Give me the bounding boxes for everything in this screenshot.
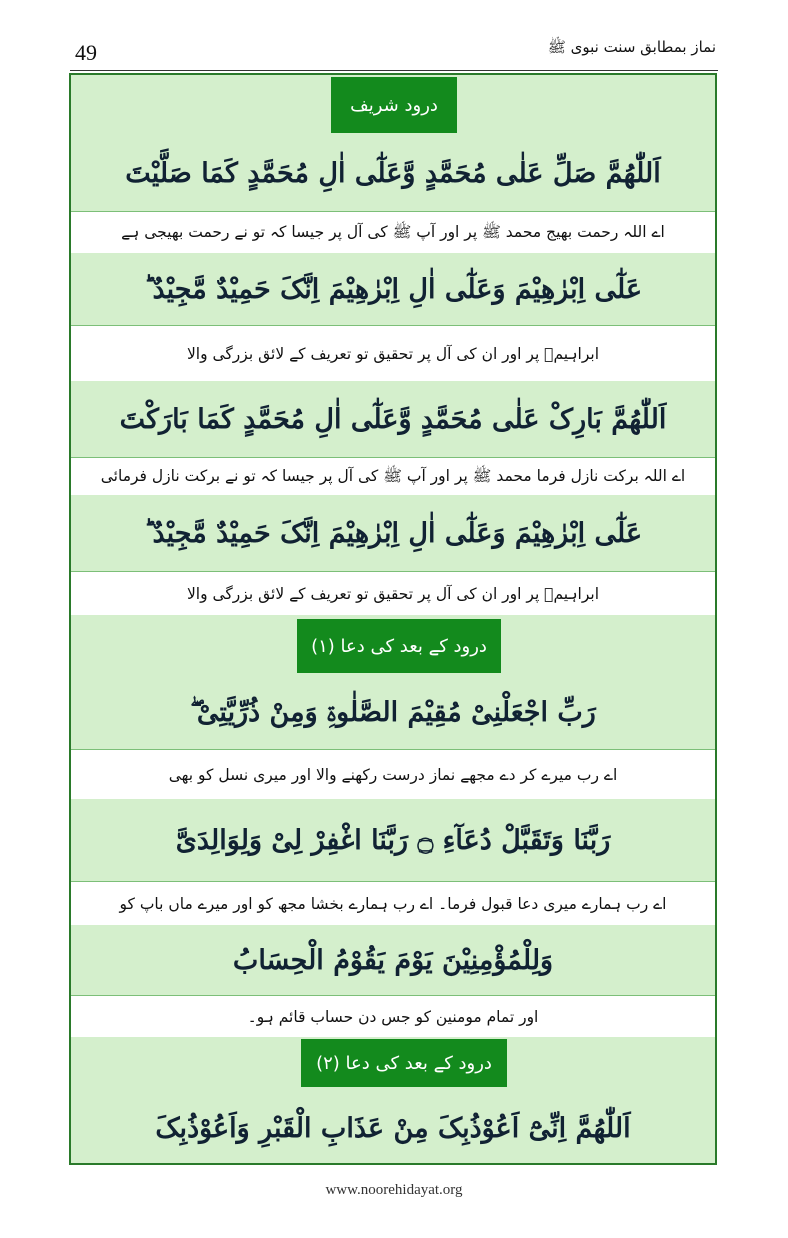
arabic-line-3: اَللّٰھُمَّ بَارِکْ عَلٰی مُحَمَّدٍ وَّعَلٰٓی اٰلِ مُحَمَّدٍ کَمَا بَارَکْتَ bbox=[71, 381, 715, 457]
arabic-line-7: وَلِلْمُؤْمِنِیْنَ یَوْمَ یَقُوْمُ الْحِسَابُ bbox=[71, 925, 715, 995]
arabic-line-1: اَللّٰھُمَّ صَلِّ عَلٰی مُحَمَّدٍ وَّعَلٰٓی اٰلِ مُحَمَّدٍ کَمَا صَلَّیْتَ bbox=[71, 135, 715, 211]
urdu-line-6: اے رب ہمارے میری دعا قبول فرما۔ اے رب ہمارے بخشا مجھ کو اور میرے ماں باپ کو bbox=[71, 881, 715, 927]
urdu-line-3: اے اللہ برکت نازل فرما محمد ﷺ پر اور آپ ﷺ کی آل پر جیسا کہ تو نے برکت نازل فرمائی bbox=[71, 457, 715, 497]
heading-dua-1: درود کے بعد کی دعا (۱) bbox=[297, 619, 501, 673]
arabic-line-8: اَللّٰھُمَّ اِنِّیْٓ اَعُوْذُبِکَ مِنْ عَذَابِ الْقَبْرِ وَاَعُوْذُبِکَ bbox=[71, 1089, 715, 1165]
running-title: نماز بمطابق سنت نبوی ﷺ bbox=[547, 38, 716, 56]
arabic-line-4: عَلٰٓی اِبْرٰھِیْمَ وَعَلٰٓی اٰلِ اِبْرٰھِیْمَ اِنَّکَ حَمِیْدٌ مَّجِیْدٌ ؕ bbox=[71, 495, 715, 571]
urdu-line-7: اور تمام مومنین کو جس دن حساب قائم ہو۔ bbox=[71, 995, 715, 1039]
heading-durood-sharif: درود شریف bbox=[331, 77, 457, 133]
urdu-line-2: ابراہیمؑ پر اور ان کی آل پر تحقیق تو تعریف کے لائق بزرگی والا bbox=[71, 325, 715, 383]
footer-website[interactable]: www.noorehidayat.org bbox=[325, 1182, 463, 1198]
header-rule bbox=[70, 70, 718, 71]
arabic-line-5: رَبِّ اجْعَلْنِیْ مُقِیْمَ الصَّلٰوۃِ وَمِنْ ذُرِّیَّتِیْ ۖ bbox=[71, 677, 715, 749]
arabic-line-2: عَلٰٓی اِبْرٰھِیْمَ وَعَلٰٓی اٰلِ اِبْرٰھِیْمَ اِنَّکَ حَمِیْدٌ مَّجِیْدٌ ؕ bbox=[71, 253, 715, 325]
heading-dua-2: درود کے بعد کی دعا (۲) bbox=[301, 1039, 507, 1087]
urdu-line-4: ابراہیمؑ پر اور ان کی آل پر تحقیق تو تعریف کے لائق بزرگی والا bbox=[71, 571, 715, 617]
content-frame bbox=[69, 73, 717, 1165]
urdu-line-5: اے رب میرے کر دے مجھے نماز درست رکھنے والا اور میری نسل کو بھی bbox=[71, 749, 715, 801]
urdu-line-1: اے اللہ رحمت بھیج محمد ﷺ پر اور آپ ﷺ کی آل پر جیسا کہ تو نے رحمت بھیجی ہے bbox=[71, 211, 715, 255]
arabic-line-6: رَبَّنَا وَتَقَبَّلْ دُعَآءِ ۝ رَبَّنَا اغْفِرْ لِیْ وَلِوَالِدَیَّ bbox=[71, 799, 715, 881]
page-number: 49 bbox=[75, 40, 97, 65]
